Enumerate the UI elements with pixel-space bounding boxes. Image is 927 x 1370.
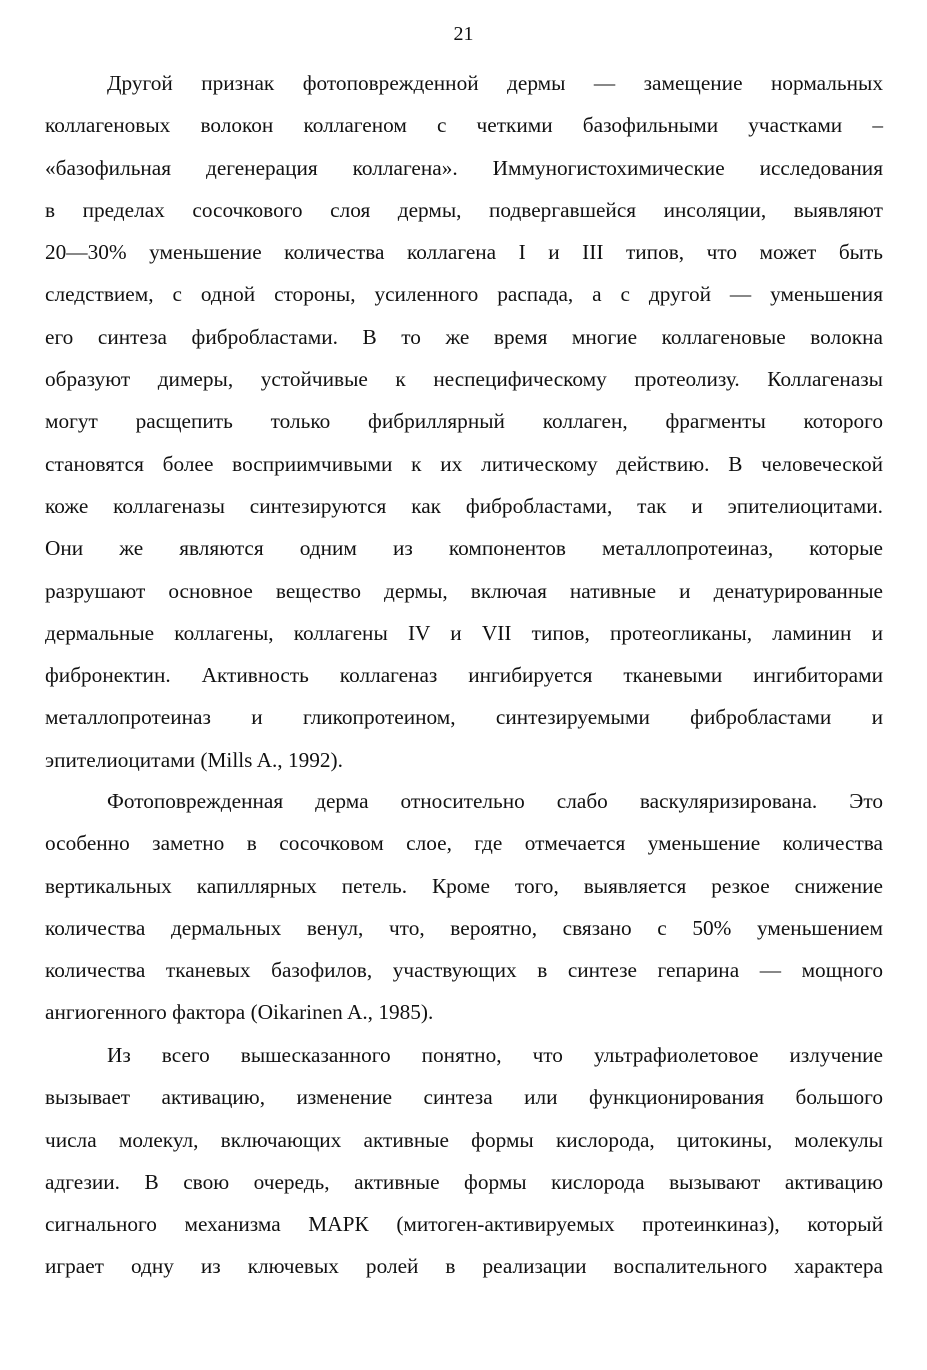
text-line: коже коллагеназы синтезируются как фибробластами, так и эпителиоцитами.: [45, 493, 883, 518]
paragraph-3: [45, 1034, 883, 1288]
text-line: вертикальных капиллярных петель. Кроме того, выявляется резкое снижение: [45, 873, 883, 898]
text-line: играет одну из ключевых ролей в реализации воспалительного характера: [45, 1254, 883, 1279]
text-line: металлопротеиназ и гликопротеином, синтезируемыми фибробластами и: [45, 705, 883, 730]
text-line: фибронектин. Активность коллагеназ ингибируется тканевыми ингибиторами: [45, 663, 883, 688]
text-line: количества дермальных венул, что, вероятно, связано с 50% уменьшением: [45, 915, 883, 940]
text-line: Из всего вышесказанного понятно, что ультрафиолетовое излучение: [107, 1043, 883, 1067]
text-line: его синтеза фибробластами. В то же время многие коллагеновые волокна: [45, 324, 883, 349]
text-line: особенно заметно в сосочковом слое, где отмечается уменьшение количества: [45, 831, 883, 856]
text-line: ангиогенного фактора (Oikarinen A., 1985).: [45, 1000, 434, 1025]
text-line: «базофильная дегенерация коллагена». Иммуногистохимические исследования: [45, 155, 883, 180]
text-line: эпителиоцитами (Mills A., 1992).: [45, 747, 343, 772]
text-line: становятся более восприимчивыми к их литическому действию. В человеческой: [45, 451, 883, 476]
text-line: в пределах сосочкового слоя дермы, подвергавшейся инсоляции, выявляют: [45, 197, 883, 222]
text-line: образуют димеры, устойчивые к неспецифическому протеолизу. Коллагеназы: [45, 367, 883, 392]
text-line: вызывает активацию, изменение синтеза или функционирования большого: [45, 1085, 883, 1110]
paragraph-1: [45, 62, 883, 781]
text-line: адгезии. В свою очередь, активные формы кислорода вызывают активацию: [45, 1169, 883, 1194]
text-line: разрушают основное вещество дермы, включая нативные и денатурированные: [45, 578, 883, 603]
text-line: коллагеновых волокон коллагеном с четкими базофильными участками –: [45, 113, 883, 138]
text-line: количества тканевых базофилов, участвующих в синтезе гепарина — мощного: [45, 958, 883, 983]
paragraph-2: [45, 780, 883, 1034]
text-line: могут расщепить только фибриллярный коллаген, фрагменты которого: [45, 409, 883, 434]
text-line: 20—30% уменьшение количества коллагена I и III типов, что может быть: [45, 240, 883, 265]
text-line: сигнального механизма МАРК (митоген-активируемых протеинкиназ), который: [45, 1212, 883, 1237]
text-line: дермальные коллагены, коллагены IV и VII типов, протеогликаны, ламинин и: [45, 620, 883, 645]
text-line: Фотоповрежденная дерма относительно слабо васкуляризирована. Это: [107, 789, 883, 813]
text-line: Они же являются одним из компонентов металлопротеиназ, которые: [45, 536, 883, 561]
text-line: числа молекул, включающих активные формы кислорода, цитокины, молекулы: [45, 1127, 883, 1152]
page-number: 21: [453, 23, 474, 45]
text-line: Другой признак фотоповрежденной дермы — замещение нормальных: [107, 71, 883, 95]
text-line: следствием, с одной стороны, усиленного распада, а с другой — уменьшения: [45, 282, 883, 307]
